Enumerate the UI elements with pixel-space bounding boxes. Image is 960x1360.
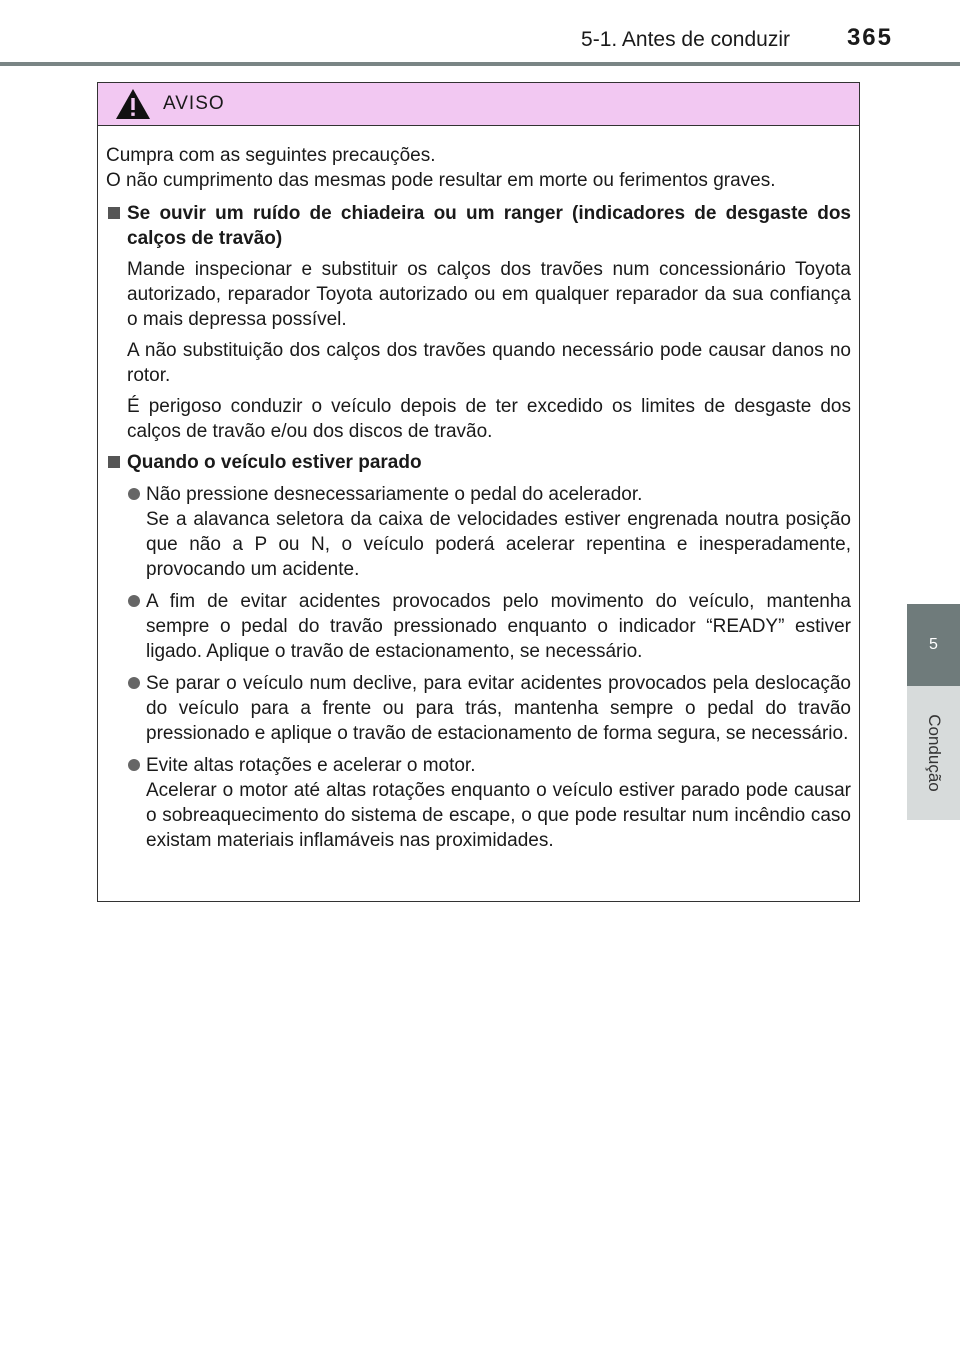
warning-box	[97, 82, 860, 902]
topic-vehicle-stopped	[106, 450, 851, 853]
list-item	[127, 671, 851, 746]
list-line: A fim de evitar acidentes provocados pelo movimento do veículo, mantenha sempre o pedal do travão pressionado enquanto o indicador “READY” estiver ligado. Aplique o travão de estacionamento, se necessário.	[146, 591, 851, 662]
list-line: Evite altas rotações e acelerar o motor.	[146, 755, 476, 776]
intro-line: O não cumprimento das mesmas pode resultar em morte ou ferimentos graves.	[106, 170, 776, 191]
topic-brake-pads	[106, 201, 851, 444]
topic-title-text: Quando o veículo estiver parado	[127, 452, 422, 473]
intro-line: Cumpra com as seguintes precauções.	[106, 145, 436, 166]
chapter-label-tab	[907, 686, 960, 820]
warning-triangle-icon	[115, 88, 151, 120]
list-line: Acelerar o motor até altas rotações enquanto o veículo estiver parado pode causar o sobreaquecimento do sistema de escape, o que pode resultar num incêndio caso existam materiais inflamáveis nas proximidades.	[146, 780, 851, 851]
circle-bullet-icon	[128, 677, 140, 689]
topic-title-text: Se ouvir um ruído de chiadeira ou um ranger (indicadores de desgaste dos calços de travão)	[127, 203, 851, 249]
list-item-text	[146, 671, 851, 746]
warning-intro	[106, 143, 851, 193]
chapter-label: Condução	[924, 714, 944, 792]
chapter-number: 5	[929, 636, 938, 653]
warning-title: AVISO	[163, 93, 225, 114]
list-item-text	[146, 753, 851, 853]
list-item	[127, 482, 851, 582]
list-item-text	[146, 482, 851, 582]
square-bullet-icon	[108, 456, 120, 468]
list-item	[127, 753, 851, 853]
list-line: Se a alavanca seletora da caixa de velocidades estiver engrenada noutra posição que não a P ou N, o veículo poderá acelerar repentina e inesperadamente, provocando um acidente.	[146, 509, 851, 580]
circle-bullet-icon	[128, 759, 140, 771]
warning-body	[98, 126, 859, 853]
topic-heading	[106, 201, 851, 251]
header-divider	[0, 62, 960, 66]
list-item-text	[146, 589, 851, 664]
section-title: 5-1. Antes de conduzir	[581, 28, 790, 51]
square-bullet-icon	[108, 207, 120, 219]
warning-header	[98, 83, 859, 126]
circle-bullet-icon	[128, 488, 140, 500]
topic-paragraph: É perigoso conduzir o veículo depois de ter excedido os limites de desgaste dos calços de travão e/ou dos discos de travão.	[127, 396, 851, 442]
topic-paragraph: A não substituição dos calços dos travões quando necessário pode causar danos no rotor.	[127, 340, 851, 386]
page-number: 365	[846, 24, 893, 51]
list-line: Não pressione desnecessariamente o pedal do acelerador.	[146, 484, 643, 505]
circle-bullet-icon	[128, 595, 140, 607]
list-item	[127, 589, 851, 664]
topic-paragraph: Mande inspecionar e substituir os calços dos travões num concessionário Toyota autorizado, reparador Toyota autorizado ou em qualquer reparador da sua confiança o mais depressa possível.	[127, 259, 851, 330]
chapter-tab	[907, 604, 960, 686]
list-line: Se parar o veículo num declive, para evitar acidentes provocados pela deslocação do veículo para a frente ou para trás, mantenha sempre o pedal do travão pressionado e aplique o travão de estacionamento de forma segura, se necessário.	[146, 673, 851, 744]
topic-heading	[106, 450, 851, 475]
